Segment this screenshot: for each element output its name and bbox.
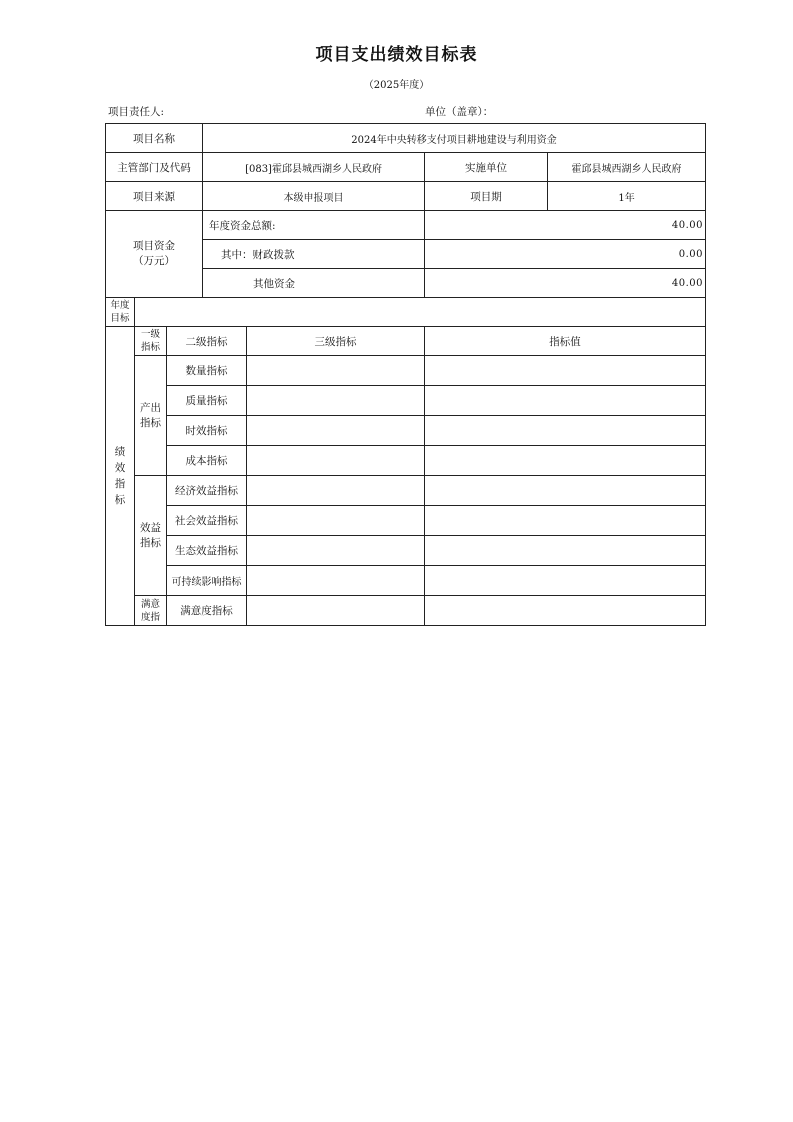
level3-cell (247, 386, 425, 416)
fund-label-line2: （万元） (133, 255, 175, 267)
benefit-sustainable: 可持续影响指标 (167, 566, 247, 596)
indicator-value-cell (425, 446, 706, 476)
annual-goal-value (135, 298, 706, 327)
level3-cell (247, 506, 425, 536)
dept-label: 主管部门及代码 (106, 153, 203, 182)
impl-unit-value: 霍邱县城西湖乡人民政府 (548, 153, 706, 182)
level3-header: 三级指标 (247, 327, 425, 356)
level3-cell (247, 536, 425, 566)
satisfaction-indicator: 满意度指标 (167, 596, 247, 626)
row-annual-goal (106, 298, 706, 327)
impl-unit-label: 实施单位 (425, 153, 548, 182)
indicator-value-cell (425, 566, 706, 596)
benefit-economic: 经济效益指标 (167, 476, 247, 506)
benefit-social: 社会效益指标 (167, 506, 247, 536)
output-cost: 成本指标 (167, 446, 247, 476)
fund-other-label: 其他资金 (203, 269, 425, 298)
level1-header (135, 327, 167, 356)
fund-fiscal-value: 0.00 (425, 240, 706, 269)
table-row (106, 476, 706, 506)
table-row (106, 536, 706, 566)
source-value: 本级申报项目 (203, 182, 425, 211)
level3-cell (247, 356, 425, 386)
indicator-value-cell (425, 596, 706, 626)
satisfaction-line1: 满意 (140, 598, 160, 610)
table-row (106, 596, 706, 626)
performance-indicator-text: 绩效指标 (114, 446, 126, 506)
annual-goal-line1: 年度 (110, 300, 130, 311)
benefit-ecological: 生态效益指标 (167, 536, 247, 566)
indicator-value-header: 指标值 (425, 327, 706, 356)
document-title: 项目支出绩效目标表 (315, 45, 478, 65)
output-indicator-label (135, 356, 167, 476)
dept-value: [083]霍邱县城西湖乡人民政府 (203, 153, 425, 182)
benefit-indicator-label (135, 476, 167, 596)
fund-total-label: 年度资金总额: (203, 211, 425, 240)
row-indicator-header (106, 327, 706, 356)
fund-fiscal-label: 其中：财政拨款 (203, 240, 425, 269)
level3-cell (247, 476, 425, 506)
indicator-value-cell (425, 536, 706, 566)
indicator-value-cell (425, 506, 706, 536)
satisfaction-level1-label (135, 596, 167, 626)
performance-indicator-label (106, 327, 135, 626)
level3-cell (247, 596, 425, 626)
period-value: 1年 (548, 182, 706, 211)
output-quantity: 数量指标 (167, 356, 247, 386)
output-timeliness: 时效指标 (167, 416, 247, 446)
indicator-value-cell (425, 476, 706, 506)
table-row (106, 356, 706, 386)
benefit-line1: 效益 (140, 521, 161, 534)
indicator-value-cell (425, 386, 706, 416)
table-row (106, 566, 706, 596)
benefit-line2: 指标 (140, 536, 161, 549)
level2-header: 二级指标 (167, 327, 247, 356)
row-source (106, 182, 706, 211)
satisfaction-line2: 度指 (140, 611, 160, 623)
level3-cell (247, 446, 425, 476)
project-name-label: 项目名称 (106, 124, 203, 153)
row-project-name (106, 124, 706, 153)
annual-goal-line2: 目标 (110, 313, 130, 324)
output-line2: 指标 (140, 416, 161, 429)
table-row (106, 446, 706, 476)
table-row (106, 386, 706, 416)
performance-target-table (105, 123, 706, 626)
period-label: 项目期 (425, 182, 548, 211)
responsible-person-label: 项目责任人: (108, 106, 165, 118)
table-row (106, 416, 706, 446)
indicator-value-cell (425, 416, 706, 446)
row-department (106, 153, 706, 182)
level1-line1: 一级 (140, 329, 160, 340)
output-line1: 产出 (140, 401, 161, 414)
table-row (106, 506, 706, 536)
fund-label (106, 211, 203, 298)
level3-cell (247, 416, 425, 446)
fund-other-value: 40.00 (425, 269, 706, 298)
project-name-value: 2024年中央转移支付项目耕地建设与利用资金 (203, 124, 706, 153)
unit-seal-label: 单位（盖章）： (425, 106, 494, 118)
source-label: 项目来源 (106, 182, 203, 211)
level3-cell (247, 566, 425, 596)
fund-label-line1: 项目资金 (133, 240, 175, 252)
indicator-value-cell (425, 356, 706, 386)
row-fund-total (106, 211, 706, 240)
fiscal-year: （2025年度） (363, 80, 430, 91)
annual-goal-label (106, 298, 135, 327)
fund-total-value: 40.00 (425, 211, 706, 240)
level1-line2: 指标 (140, 342, 160, 353)
output-quality: 质量指标 (167, 386, 247, 416)
